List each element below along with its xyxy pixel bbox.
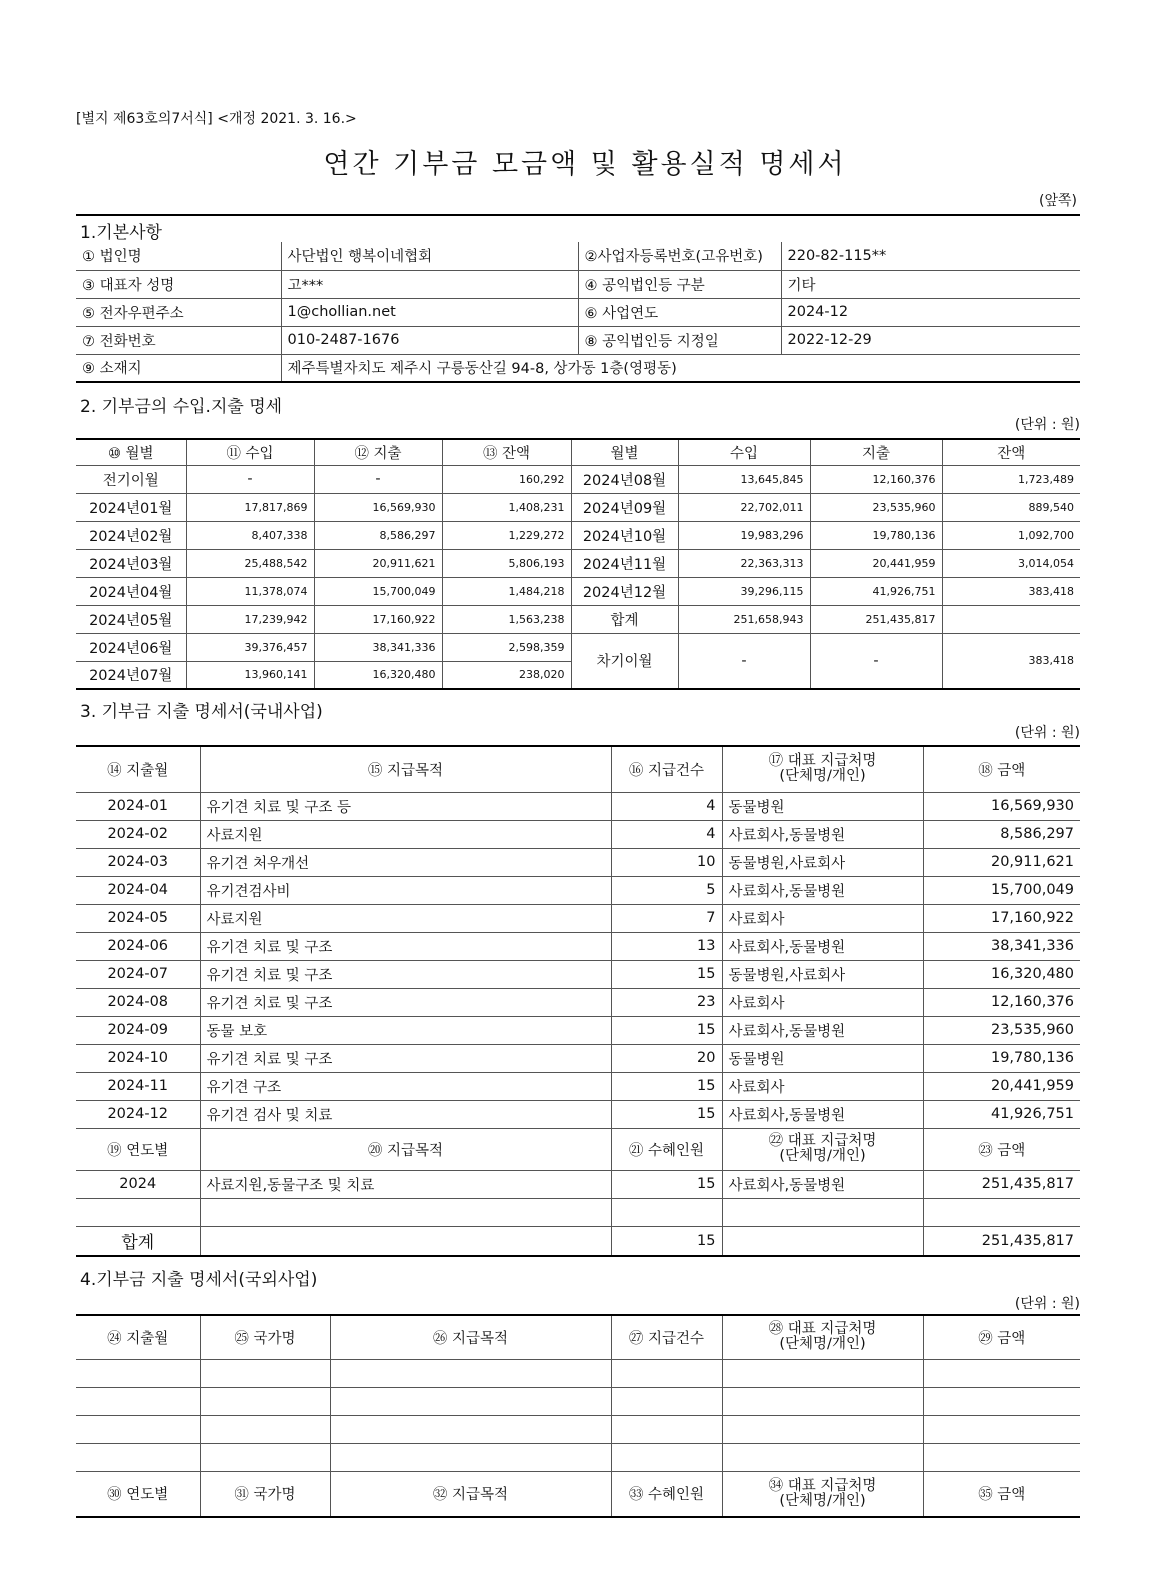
field-label: ②사업자등록번호(고유번호) [578,242,781,270]
field-value: 1@chollian.net [281,298,578,326]
section2-title: 2. 기부금의 수입.지출 명세 [80,397,283,417]
expense-cell: 15,700,049 [314,577,442,605]
field-value: 2022-12-29 [781,326,1080,354]
page-title: 연간 기부금 모금액 및 활용실적 명세서 [323,149,847,180]
column-header-payee [722,1128,923,1170]
payee-cell: 사료회사,동물병원 [722,1100,923,1128]
amount-cell: 20,441,959 [923,1072,1080,1100]
domestic-row [76,820,1080,848]
income-cell: 19,983,296 [678,521,810,549]
empty-cell [722,1226,923,1256]
empty-cell [76,1443,200,1471]
column-header: ㉖ 지급목적 [330,1315,611,1359]
section1-title: 1.기본사항 [80,223,162,243]
header-line: (단체명/개인) [779,768,866,785]
expense-cell: 16,569,930 [314,493,442,521]
empty-cell [200,1198,611,1226]
column-header: 잔액 [942,439,1080,465]
total-label: 합계 [76,1226,200,1256]
purpose-cell: 사료지원,동물구조 및 치료 [200,1170,611,1198]
header-line: ㉞ 대표 지급처명 [768,1477,877,1494]
count-cell: 15 [611,960,722,988]
basic-info-row [76,298,1080,326]
income-cell: - [186,465,314,493]
domestic-total-row [76,1226,1080,1256]
column-header: ㉕ 국가명 [200,1315,330,1359]
purpose-cell: 동물 보호 [200,1016,611,1044]
column-header-payee [722,1315,923,1359]
payee-cell: 동물병원 [722,1044,923,1072]
header-line: (단체명/개인) [779,1148,866,1164]
purpose-cell: 유기견 치료 및 구조 [200,932,611,960]
amount-cell: 12,160,376 [923,988,1080,1016]
field-value: 010-2487-1676 [281,326,578,354]
total-amount: 251,435,817 [923,1226,1080,1256]
income-cell: 39,376,457 [186,633,314,661]
payee-cell: 동물병원,사료회사 [722,960,923,988]
empty-cell [200,1359,330,1387]
domestic-row [76,988,1080,1016]
overseas-expense-table [76,1314,1080,1518]
income-expense-header [76,439,1080,465]
column-header: ⑩ 월별 [76,439,186,465]
income-expense-row [76,633,1080,661]
carry-balance-cell: 383,418 [942,633,1080,689]
domestic-row [76,848,1080,876]
expense-cell: 251,435,817 [810,605,942,633]
count-cell: 15 [611,1170,722,1198]
income-expense-row [76,465,1080,493]
income-expense-row [76,493,1080,521]
field-value: 사단법인 행복이네협회 [281,242,578,270]
purpose-cell: 유기견 구조 [200,1072,611,1100]
amount-cell: 17,160,922 [923,904,1080,932]
empty-cell [722,1359,923,1387]
empty-cell [611,1443,722,1471]
income-cell: 39,296,115 [678,577,810,605]
count-cell: 13 [611,932,722,960]
basic-info-row [76,326,1080,354]
month-cell: 2024년09월 [571,493,678,521]
purpose-cell: 유기견 치료 및 구조 [200,1044,611,1072]
empty-cell [200,1415,330,1443]
empty-cell [611,1198,722,1226]
empty-cell [923,1415,1080,1443]
amount-cell: 15,700,049 [923,876,1080,904]
payee-cell: 동물병원 [722,792,923,820]
empty-cell [330,1443,611,1471]
expense-cell: 12,160,376 [810,465,942,493]
income-cell: 251,658,943 [678,605,810,633]
income-expense-row [76,577,1080,605]
amount-cell: 19,780,136 [923,1044,1080,1072]
field-label: ③ 대표자 성명 [76,270,281,298]
month-cell: 2024년02월 [76,521,186,549]
month-cell: 2024-04 [76,876,200,904]
column-header: ⑬ 잔액 [442,439,571,465]
empty-cell [611,1387,722,1415]
month-cell: 2024년08월 [571,465,678,493]
balance-cell: 889,540 [942,493,1080,521]
field-value: 고*** [281,270,578,298]
amount-cell: 16,569,930 [923,792,1080,820]
domestic-row [76,792,1080,820]
empty-cell [76,1387,200,1415]
column-header: ㉔ 지출월 [76,1315,200,1359]
field-value: 220-82-115** [781,242,1080,270]
domestic-year-header [76,1128,1080,1170]
income-cell: 22,702,011 [678,493,810,521]
expense-cell: 41,926,751 [810,577,942,605]
empty-cell [611,1415,722,1443]
domestic-row [76,960,1080,988]
amount-cell: 16,320,480 [923,960,1080,988]
header-line: ㉘ 대표 지급처명 [768,1321,877,1338]
form-code: [별지 제63호의7서식] <개정 2021. 3. 16.> [76,111,357,127]
amount-cell: 41,926,751 [923,1100,1080,1128]
purpose-cell: 유기견 치료 및 구조 [200,960,611,988]
month-cell: 2024년11월 [571,549,678,577]
balance-cell: 3,014,054 [942,549,1080,577]
column-header: 월별 [571,439,678,465]
column-header: ㉝ 수혜인원 [611,1471,722,1517]
payee-cell: 사료회사,동물병원 [722,1170,923,1198]
payee-cell: 사료회사 [722,1072,923,1100]
empty-cell [330,1359,611,1387]
empty-cell [76,1359,200,1387]
count-cell: 5 [611,876,722,904]
header-line: (단체명/개인) [779,1336,866,1353]
section1-top-rule [76,214,1080,216]
month-cell: 2024-01 [76,792,200,820]
empty-cell [330,1415,611,1443]
column-header: 지출 [810,439,942,465]
income-cell: 17,239,942 [186,605,314,633]
basic-info-row [76,270,1080,298]
expense-cell: 20,441,959 [810,549,942,577]
purpose-cell: 유기견 치료 및 구조 [200,988,611,1016]
count-cell: 7 [611,904,722,932]
overseas-empty-row [76,1415,1080,1443]
payee-cell: 사료회사,동물병원 [722,932,923,960]
income-cell: 25,488,542 [186,549,314,577]
balance-cell: 5,806,193 [442,549,571,577]
balance-cell: 1,092,700 [942,521,1080,549]
month-cell: 2024년04월 [76,577,186,605]
count-cell: 15 [611,1072,722,1100]
column-header: ㉛ 국가명 [200,1471,330,1517]
month-cell: 2024년12월 [571,577,678,605]
empty-cell [923,1198,1080,1226]
total-count: 15 [611,1226,722,1256]
income-expense-row [76,605,1080,633]
empty-cell [923,1443,1080,1471]
empty-cell [923,1359,1080,1387]
income-cell: 22,363,313 [678,549,810,577]
month-cell: 2024년01월 [76,493,186,521]
field-value: 기타 [781,270,1080,298]
header-line: (단체명/개인) [779,1492,866,1509]
payee-cell: 사료회사,동물병원 [722,1016,923,1044]
field-label: ① 법인명 [76,242,281,270]
income-cell: 8,407,338 [186,521,314,549]
empty-cell [200,1226,611,1256]
count-cell: 15 [611,1100,722,1128]
balance-cell [942,605,1080,633]
column-header: ⑯ 지급건수 [611,746,722,792]
purpose-cell: 유기견 처우개선 [200,848,611,876]
section4-unit: (단위 : 원) [1014,1296,1080,1312]
carry-month-cell: 차기이월 [571,633,678,689]
month-cell: 2024-09 [76,1016,200,1044]
column-header: ㉓ 금액 [923,1128,1080,1170]
carry-income-cell: - [678,633,810,689]
month-cell: 2024-12 [76,1100,200,1128]
balance-cell: 238,020 [442,661,571,689]
amount-cell: 38,341,336 [923,932,1080,960]
field-label: ④ 공익법인등 구분 [578,270,781,298]
section3-unit: (단위 : 원) [1014,725,1080,741]
domestic-row [76,1044,1080,1072]
payee-cell: 사료회사 [722,904,923,932]
purpose-cell: 사료지원 [200,904,611,932]
column-header: ㉟ 금액 [923,1471,1080,1517]
count-cell: 15 [611,1016,722,1044]
column-header: ⑭ 지출월 [76,746,200,792]
empty-cell [611,1359,722,1387]
empty-cell [722,1415,923,1443]
income-cell: 13,645,845 [678,465,810,493]
expense-cell: 16,320,480 [314,661,442,689]
column-header: ⑳ 지급목적 [200,1128,611,1170]
month-cell: 2024-08 [76,988,200,1016]
location-value: 제주특별자치도 제주시 구릉동산길 94-8, 상가동 1층(영평동) [281,354,1080,382]
domestic-year-row [76,1170,1080,1198]
domestic-row [76,904,1080,932]
month-cell: 2024-11 [76,1072,200,1100]
count-cell: 10 [611,848,722,876]
month-cell: 2024년07월 [76,661,186,689]
header-line: ⑰ 대표 지급처명 [768,753,877,770]
income-expense-row [76,521,1080,549]
overseas-empty-row [76,1443,1080,1471]
field-label: ⑥ 사업연도 [578,298,781,326]
side-label: (앞쪽) [1039,193,1077,209]
overseas-empty-row [76,1359,1080,1387]
month-cell: 2024-05 [76,904,200,932]
domestic-row [76,1100,1080,1128]
month-cell: 2024년06월 [76,633,186,661]
count-cell: 4 [611,792,722,820]
empty-cell [330,1387,611,1415]
balance-cell: 1,229,272 [442,521,571,549]
empty-cell [200,1387,330,1415]
expense-cell: 20,911,621 [314,549,442,577]
year-cell: 2024 [76,1170,200,1198]
expense-cell: 19,780,136 [810,521,942,549]
empty-cell [722,1443,923,1471]
domestic-row [76,1016,1080,1044]
empty-cell [722,1198,923,1226]
field-label: ⑧ 공익법인등 지정일 [578,326,781,354]
column-header: ⑲ 연도별 [76,1128,200,1170]
empty-cell [200,1443,330,1471]
purpose-cell: 유기견검사비 [200,876,611,904]
field-label: ⑤ 전자우편주소 [76,298,281,326]
count-cell: 20 [611,1044,722,1072]
count-cell: 23 [611,988,722,1016]
column-header: ⑫ 지출 [314,439,442,465]
domestic-empty-row [76,1198,1080,1226]
field-value: 2024-12 [781,298,1080,326]
balance-cell: 2,598,359 [442,633,571,661]
empty-cell [76,1198,200,1226]
balance-cell: 1,484,218 [442,577,571,605]
section4-title: 4.기부금 지출 명세서(국외사업) [80,1270,318,1290]
basic-info-row [76,242,1080,270]
empty-cell [722,1387,923,1415]
amount-cell: 251,435,817 [923,1170,1080,1198]
column-header: ⑱ 금액 [923,746,1080,792]
month-cell: 2024-02 [76,820,200,848]
income-expense-table [76,438,1080,690]
month-cell: 2024-03 [76,848,200,876]
column-header: 수입 [678,439,810,465]
month-cell: 2024-06 [76,932,200,960]
amount-cell: 23,535,960 [923,1016,1080,1044]
month-cell: 2024-07 [76,960,200,988]
column-header-payee [722,746,923,792]
domestic-row [76,1072,1080,1100]
expense-cell: 8,586,297 [314,521,442,549]
month-cell: 2024년05월 [76,605,186,633]
overseas-empty-row [76,1387,1080,1415]
payee-cell: 사료회사 [722,988,923,1016]
month-cell: 2024년10월 [571,521,678,549]
balance-cell: 160,292 [442,465,571,493]
expense-cell: 38,341,336 [314,633,442,661]
payee-cell: 동물병원,사료회사 [722,848,923,876]
payee-cell: 사료회사,동물병원 [722,820,923,848]
overseas-header [76,1315,1080,1359]
carry-expense-cell: - [810,633,942,689]
column-header: ㉑ 수혜인원 [611,1128,722,1170]
header-line: ㉒ 대표 지급처명 [768,1133,877,1149]
column-header: ⑮ 지급목적 [200,746,611,792]
domestic-row [76,876,1080,904]
column-header-payee [722,1471,923,1517]
month-cell: 2024-10 [76,1044,200,1072]
domestic-header [76,746,1080,792]
income-cell: 17,817,869 [186,493,314,521]
column-header: ㉜ 지급목적 [330,1471,611,1517]
empty-cell [76,1415,200,1443]
balance-cell: 383,418 [942,577,1080,605]
count-cell: 4 [611,820,722,848]
section3-title: 3. 기부금 지출 명세서(국내사업) [80,702,323,722]
expense-cell: 17,160,922 [314,605,442,633]
amount-cell: 8,586,297 [923,820,1080,848]
column-header: ㉚ 연도별 [76,1471,200,1517]
amount-cell: 20,911,621 [923,848,1080,876]
purpose-cell: 유기견 검사 및 치료 [200,1100,611,1128]
column-header: ㉙ 금액 [923,1315,1080,1359]
column-header: ⑪ 수입 [186,439,314,465]
empty-cell [923,1387,1080,1415]
balance-cell: 1,563,238 [442,605,571,633]
section2-unit: (단위 : 원) [1014,417,1080,433]
purpose-cell: 유기견 치료 및 구조 등 [200,792,611,820]
domestic-row [76,932,1080,960]
balance-cell: 1,723,489 [942,465,1080,493]
month-cell: 2024년03월 [76,549,186,577]
overseas-year-header [76,1471,1080,1517]
balance-cell: 1,408,231 [442,493,571,521]
location-row [76,354,1080,382]
expense-cell: 23,535,960 [810,493,942,521]
field-label: ⑨ 소재지 [76,354,281,382]
income-cell: 11,378,074 [186,577,314,605]
payee-cell: 사료회사,동물병원 [722,876,923,904]
month-cell: 전기이월 [76,465,186,493]
expense-cell: - [314,465,442,493]
income-expense-row [76,549,1080,577]
basic-info-table [76,242,1080,383]
column-header: ㉗ 지급건수 [611,1315,722,1359]
domestic-expense-table [76,745,1080,1257]
purpose-cell: 사료지원 [200,820,611,848]
income-cell: 13,960,141 [186,661,314,689]
month-cell: 합계 [571,605,678,633]
field-label: ⑦ 전화번호 [76,326,281,354]
